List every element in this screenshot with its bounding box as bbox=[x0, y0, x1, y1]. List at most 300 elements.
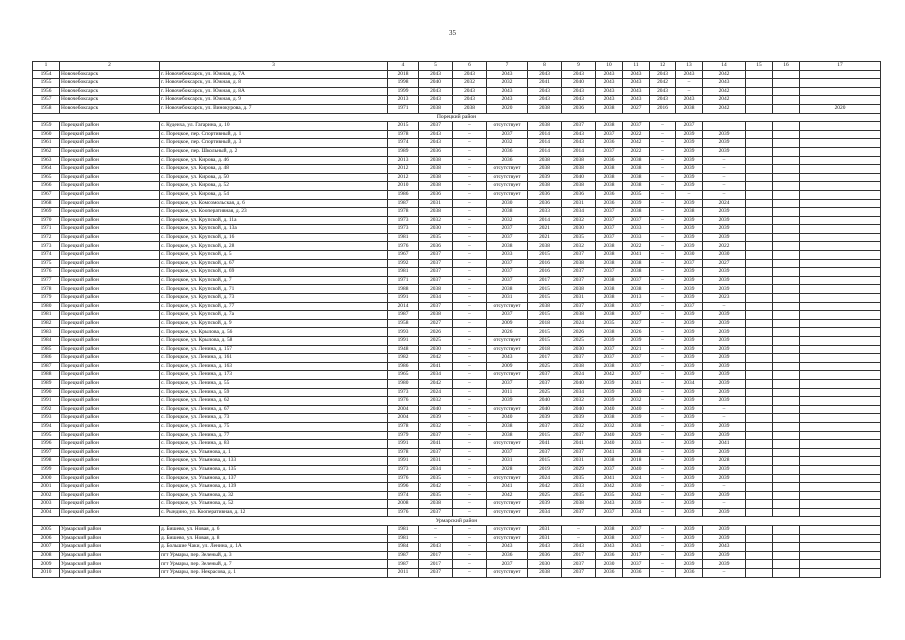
table-cell bbox=[746, 560, 773, 569]
table-cell: Порецкий район bbox=[60, 354, 160, 363]
table-cell: 2039 bbox=[676, 534, 703, 543]
table-cell bbox=[773, 465, 800, 474]
table-cell: – bbox=[453, 147, 487, 156]
table-cell: 2040 bbox=[562, 79, 596, 88]
table-cell: 2015 bbox=[528, 431, 562, 440]
table-cell bbox=[746, 165, 773, 174]
table-cell: 2037 bbox=[419, 259, 453, 268]
table-cell: 2039 bbox=[676, 242, 703, 251]
table-cell: 1984 bbox=[33, 337, 60, 346]
table-cell bbox=[800, 251, 881, 260]
table-cell: 2039 bbox=[703, 534, 746, 543]
table-cell bbox=[746, 414, 773, 423]
table-cell: 2038 bbox=[419, 182, 453, 191]
table-cell: 2043 bbox=[703, 543, 746, 552]
table-cell: 2036 bbox=[623, 569, 650, 578]
table-row bbox=[33, 233, 881, 242]
table-cell bbox=[800, 483, 881, 492]
table-row bbox=[33, 208, 881, 217]
table-cell: 2039 bbox=[676, 337, 703, 346]
table-header-row bbox=[33, 62, 881, 71]
table-cell: – bbox=[453, 508, 487, 517]
table-cell: 2038 bbox=[528, 182, 562, 191]
table-cell: 2037 bbox=[419, 431, 453, 440]
table-cell: 2034 bbox=[623, 508, 650, 517]
table-row bbox=[33, 405, 881, 414]
table-cell bbox=[800, 397, 881, 406]
table-cell: – bbox=[453, 526, 487, 535]
table-row bbox=[33, 225, 881, 234]
table-cell: 2026 bbox=[562, 328, 596, 337]
table-cell bbox=[746, 379, 773, 388]
table-cell bbox=[773, 156, 800, 165]
table-cell bbox=[773, 87, 800, 96]
table-cell bbox=[746, 139, 773, 148]
table-cell: 2039 bbox=[703, 388, 746, 397]
table-cell: с. Кудеиха, ул. Гагарина, д. 10 bbox=[160, 122, 388, 131]
table-cell: Урмарский район bbox=[60, 560, 160, 569]
table-cell: 2038 bbox=[528, 104, 562, 113]
table-cell bbox=[800, 440, 881, 449]
table-cell: Порецкий район bbox=[60, 414, 160, 423]
table-cell: с. Порецкое, ул. Крупской, д. 28 bbox=[160, 242, 388, 251]
table-cell: 1995 bbox=[33, 431, 60, 440]
table-row bbox=[33, 139, 881, 148]
table-cell: – bbox=[453, 251, 487, 260]
table-cell: д. Большие Чаки, ул. Ленина, д. 1А bbox=[160, 543, 388, 552]
table-cell: 2008 bbox=[33, 551, 60, 560]
table-row bbox=[33, 337, 881, 346]
table-cell: 2038 bbox=[528, 569, 562, 578]
table-cell: 2039 bbox=[676, 457, 703, 466]
table-cell: 2040 bbox=[562, 379, 596, 388]
table-cell bbox=[773, 371, 800, 380]
table-cell: 2039 bbox=[596, 397, 623, 406]
table-row bbox=[33, 379, 881, 388]
table-cell: – bbox=[453, 414, 487, 423]
table-cell: 2038 bbox=[419, 173, 453, 182]
table-cell: Порецкий район bbox=[60, 319, 160, 328]
table-cell: 1998 bbox=[388, 79, 419, 88]
table-cell: 2038 bbox=[596, 311, 623, 320]
table-cell: 2032 bbox=[562, 422, 596, 431]
table-cell: 2043 bbox=[487, 70, 528, 79]
table-cell: 2037 bbox=[623, 371, 650, 380]
table-cell: 2043 bbox=[528, 96, 562, 105]
table-cell bbox=[773, 431, 800, 440]
table-cell: – bbox=[650, 285, 676, 294]
table-cell: – bbox=[650, 508, 676, 517]
table-cell: 2034 bbox=[562, 208, 596, 217]
table-cell: 2030 bbox=[676, 251, 703, 260]
table-cell: 2039 bbox=[676, 268, 703, 277]
table-cell: Порецкий район bbox=[60, 345, 160, 354]
table-cell: 2039 bbox=[676, 448, 703, 457]
district-name: Урмарский район bbox=[33, 517, 881, 526]
table-cell: 2032 bbox=[562, 216, 596, 225]
table-cell bbox=[800, 96, 881, 105]
table-cell: – bbox=[650, 457, 676, 466]
table-cell bbox=[773, 354, 800, 363]
table-cell: 2017 bbox=[419, 551, 453, 560]
table-cell: 2038 bbox=[596, 362, 623, 371]
table-cell: 2025 bbox=[562, 337, 596, 346]
table-cell: – bbox=[419, 534, 453, 543]
table-cell: – bbox=[453, 457, 487, 466]
table-cell: с. Порецкое, ул. Ульянова, д. 139 bbox=[160, 483, 388, 492]
table-cell: – bbox=[650, 422, 676, 431]
table-cell: 2005 bbox=[33, 526, 60, 535]
table-cell bbox=[746, 354, 773, 363]
table-cell: 2035 bbox=[562, 233, 596, 242]
table-cell: 2038 bbox=[562, 165, 596, 174]
table-cell: – bbox=[453, 130, 487, 139]
table-cell: 1982 bbox=[33, 319, 60, 328]
table-cell: Урмарский район bbox=[60, 551, 160, 560]
table-cell: 2038 bbox=[596, 276, 623, 285]
table-cell: 2039 bbox=[676, 199, 703, 208]
table-cell: 2042 bbox=[419, 354, 453, 363]
table-cell: отсутствует bbox=[487, 500, 528, 509]
table-cell: 2037 bbox=[562, 122, 596, 131]
table-cell: – bbox=[453, 242, 487, 251]
table-cell: 1997 bbox=[33, 448, 60, 457]
table-cell: 2031 bbox=[487, 457, 528, 466]
table-cell: – bbox=[453, 199, 487, 208]
table-cell: 2004 bbox=[388, 405, 419, 414]
table-cell: с. Порецкое, ул. Ульянова, д. 135 bbox=[160, 465, 388, 474]
table-cell: с. Порецкое, ул. Крупской, д. 71 bbox=[160, 285, 388, 294]
table-cell: 2037 bbox=[562, 448, 596, 457]
table-cell: 2037 bbox=[562, 268, 596, 277]
table-cell bbox=[746, 319, 773, 328]
table-cell: 2039 bbox=[676, 173, 703, 182]
table-cell: – bbox=[676, 79, 703, 88]
table-cell: 2039 bbox=[676, 397, 703, 406]
table-cell: 1975 bbox=[33, 259, 60, 268]
table-cell bbox=[773, 96, 800, 105]
table-cell: 2036 bbox=[419, 242, 453, 251]
table-cell: 2000 bbox=[33, 474, 60, 483]
table-cell bbox=[773, 216, 800, 225]
table-cell: 2038 bbox=[419, 156, 453, 165]
table-cell: – bbox=[650, 500, 676, 509]
table-cell: 2043 bbox=[596, 96, 623, 105]
table-cell bbox=[746, 208, 773, 217]
table-cell bbox=[773, 379, 800, 388]
table-cell bbox=[746, 543, 773, 552]
table-cell: 2034 bbox=[528, 508, 562, 517]
table-cell: 2033 bbox=[487, 251, 528, 260]
table-cell: Порецкий район bbox=[60, 508, 160, 517]
table-cell: Порецкий район bbox=[60, 173, 160, 182]
table-cell: 1984 bbox=[388, 543, 419, 552]
table-cell: 1979 bbox=[33, 294, 60, 303]
table-cell: 2037 bbox=[487, 379, 528, 388]
table-row bbox=[33, 302, 881, 311]
table-cell: 2043 bbox=[487, 96, 528, 105]
table-cell: 1976 bbox=[388, 508, 419, 517]
table-cell bbox=[746, 233, 773, 242]
table-cell: – bbox=[453, 259, 487, 268]
table-cell bbox=[800, 551, 881, 560]
table-row bbox=[33, 285, 881, 294]
table-cell: – bbox=[650, 431, 676, 440]
table-cell: 2037 bbox=[562, 276, 596, 285]
table-cell: 2037 bbox=[623, 276, 650, 285]
table-cell: 2017 bbox=[562, 551, 596, 560]
table-cell: 2038 bbox=[419, 104, 453, 113]
table-cell bbox=[800, 311, 881, 320]
table-cell: 2027 bbox=[623, 104, 650, 113]
table-cell: – bbox=[453, 543, 487, 552]
table-row bbox=[33, 165, 881, 174]
table-cell: 2032 bbox=[419, 216, 453, 225]
table-cell: 2039 bbox=[703, 233, 746, 242]
table-cell: 2039 bbox=[676, 345, 703, 354]
table-cell bbox=[746, 199, 773, 208]
table-cell: 2025 bbox=[528, 362, 562, 371]
table-row bbox=[33, 122, 881, 131]
table-cell: Порецкий район bbox=[60, 379, 160, 388]
table-cell: 1994 bbox=[33, 422, 60, 431]
table-cell: 2037 bbox=[623, 216, 650, 225]
table-cell: 1987 bbox=[388, 311, 419, 320]
table-cell: Урмарский район bbox=[60, 526, 160, 535]
table-cell: с. Порецкое, ул. Крупской, д. 5 bbox=[160, 251, 388, 260]
table-cell: отсутствует bbox=[487, 190, 528, 199]
table-cell bbox=[746, 225, 773, 234]
table-row bbox=[33, 526, 881, 535]
table-cell: 2037 bbox=[419, 276, 453, 285]
table-cell bbox=[746, 251, 773, 260]
table-cell: 2039 bbox=[528, 173, 562, 182]
table-cell: 2039 bbox=[703, 431, 746, 440]
table-cell: – bbox=[453, 465, 487, 474]
table-cell: Порецкий район bbox=[60, 208, 160, 217]
table-cell bbox=[746, 500, 773, 509]
table-cell: 2038 bbox=[528, 302, 562, 311]
table-cell: 2039 bbox=[703, 130, 746, 139]
column-number: 5 bbox=[419, 62, 453, 71]
table-cell: 2040 bbox=[596, 405, 623, 414]
table-cell: 2037 bbox=[623, 560, 650, 569]
table-cell: – bbox=[453, 225, 487, 234]
table-cell: – bbox=[453, 337, 487, 346]
table-cell: 2035 bbox=[562, 474, 596, 483]
table-cell: Порецкий район bbox=[60, 122, 160, 131]
table-cell: Порецкий район bbox=[60, 431, 160, 440]
table-cell: – bbox=[650, 371, 676, 380]
table-cell: с. Порецкое, ул. Комсомольская, д. 6 bbox=[160, 199, 388, 208]
table-cell: 2014 bbox=[388, 302, 419, 311]
table-cell: Порецкий район bbox=[60, 491, 160, 500]
table-cell bbox=[746, 173, 773, 182]
table-cell bbox=[800, 534, 881, 543]
table-cell: 2033 bbox=[623, 225, 650, 234]
table-cell: 2039 bbox=[676, 388, 703, 397]
table-cell: 2043 bbox=[562, 87, 596, 96]
table-cell: 2036 bbox=[596, 199, 623, 208]
table-cell: 2019 bbox=[528, 465, 562, 474]
table-cell bbox=[773, 422, 800, 431]
table-cell bbox=[746, 345, 773, 354]
table-row bbox=[33, 216, 881, 225]
table-cell: 2038 bbox=[596, 526, 623, 535]
table-cell bbox=[746, 87, 773, 96]
table-cell: 1988 bbox=[388, 285, 419, 294]
table-cell: 2021 bbox=[623, 345, 650, 354]
table-cell: 2043 bbox=[562, 543, 596, 552]
table-cell: 2036 bbox=[528, 551, 562, 560]
table-cell: 1991 bbox=[33, 397, 60, 406]
table-cell: 2043 bbox=[596, 543, 623, 552]
table-cell: – bbox=[650, 216, 676, 225]
table-cell: 2038 bbox=[623, 182, 650, 191]
table-cell: 1973 bbox=[388, 465, 419, 474]
table-cell: 2043 bbox=[562, 139, 596, 148]
table-cell: Порецкий район bbox=[60, 457, 160, 466]
table-cell: с. Порецкое, ул. Ульянова, д. 1 bbox=[160, 448, 388, 457]
table-cell: 2033 bbox=[528, 208, 562, 217]
table-cell: 1976 bbox=[388, 242, 419, 251]
table-cell: 2039 bbox=[419, 414, 453, 423]
table-cell: 2022 bbox=[703, 242, 746, 251]
table-cell: 2039 bbox=[528, 500, 562, 509]
table-cell: 1957 bbox=[33, 96, 60, 105]
table-cell: 2039 bbox=[703, 319, 746, 328]
table-cell: – bbox=[650, 560, 676, 569]
table-cell: 2043 bbox=[703, 79, 746, 88]
table-row bbox=[33, 156, 881, 165]
table-cell: 2012 bbox=[388, 173, 419, 182]
table-cell bbox=[746, 371, 773, 380]
table-cell: 2039 bbox=[703, 328, 746, 337]
table-cell: 2039 bbox=[703, 362, 746, 371]
table-cell: – bbox=[453, 165, 487, 174]
table-cell: 2039 bbox=[676, 560, 703, 569]
table-cell: 2039 bbox=[676, 551, 703, 560]
table-cell bbox=[800, 560, 881, 569]
table-cell: 1959 bbox=[33, 122, 60, 131]
column-number: 13 bbox=[676, 62, 703, 71]
table-cell bbox=[773, 233, 800, 242]
table-cell: 2039 bbox=[703, 285, 746, 294]
table-cell bbox=[773, 225, 800, 234]
table-cell: 2038 bbox=[596, 259, 623, 268]
table-cell: 2006 bbox=[33, 534, 60, 543]
table-cell: 2030 bbox=[528, 560, 562, 569]
table-cell: Порецкий район bbox=[60, 474, 160, 483]
table-cell: – bbox=[650, 551, 676, 560]
table-cell: 2032 bbox=[596, 422, 623, 431]
table-cell: Урмарский район bbox=[60, 534, 160, 543]
table-cell bbox=[773, 122, 800, 131]
table-cell: 2038 bbox=[528, 122, 562, 131]
table-cell: – bbox=[650, 354, 676, 363]
table-cell bbox=[800, 233, 881, 242]
table-cell: 2043 bbox=[623, 70, 650, 79]
table-cell: – bbox=[650, 337, 676, 346]
table-cell: 2004 bbox=[33, 508, 60, 517]
table-cell: – bbox=[562, 526, 596, 535]
table-cell: Новочебоксарск bbox=[60, 104, 160, 113]
table-cell: 2039 bbox=[703, 225, 746, 234]
table-cell bbox=[773, 139, 800, 148]
table-cell: с. Порецкое, ул. Крупской, д. 69 bbox=[160, 268, 388, 277]
table-cell: Урмарский район bbox=[60, 569, 160, 578]
table-cell: 1971 bbox=[388, 104, 419, 113]
table-cell: 2039 bbox=[676, 508, 703, 517]
table-cell: Порецкий район bbox=[60, 422, 160, 431]
table-cell: 2037 bbox=[623, 122, 650, 131]
table-cell: 2002 bbox=[33, 491, 60, 500]
table-cell: 2024 bbox=[623, 474, 650, 483]
table-cell: 2020 bbox=[800, 104, 881, 113]
table-cell: 2040 bbox=[623, 405, 650, 414]
table-cell: 2038 bbox=[419, 165, 453, 174]
table-cell: – bbox=[453, 302, 487, 311]
table-cell: отсутствует bbox=[487, 508, 528, 517]
table-cell: с. Порецкое, ул. Крупской, д. 11а bbox=[160, 216, 388, 225]
table-cell: Порецкий район bbox=[60, 225, 160, 234]
table-cell: 2037 bbox=[562, 431, 596, 440]
table-cell: – bbox=[453, 208, 487, 217]
table-cell: 2038 bbox=[453, 104, 487, 113]
table-cell: 2021 bbox=[528, 233, 562, 242]
table-cell bbox=[746, 569, 773, 578]
table-cell: 2032 bbox=[487, 139, 528, 148]
table-cell: отсутствует bbox=[487, 405, 528, 414]
table-cell: 1978 bbox=[388, 208, 419, 217]
table-cell: 1982 bbox=[388, 354, 419, 363]
table-cell: 2014 bbox=[528, 139, 562, 148]
table-cell: 2018 bbox=[528, 319, 562, 328]
table-cell: 2016 bbox=[650, 104, 676, 113]
table-cell: 2039 bbox=[703, 491, 746, 500]
table-cell: 2038 bbox=[528, 165, 562, 174]
table-cell bbox=[800, 379, 881, 388]
table-cell: Порецкий район bbox=[60, 156, 160, 165]
table-cell: 2038 bbox=[419, 311, 453, 320]
table-cell: пгт Урмары, пер. Зеленый, д. 7 bbox=[160, 560, 388, 569]
table-cell: 1974 bbox=[388, 139, 419, 148]
table-cell: 2038 bbox=[528, 156, 562, 165]
table-cell: 2025 bbox=[528, 491, 562, 500]
table-row bbox=[33, 371, 881, 380]
table-cell bbox=[773, 448, 800, 457]
table-cell: 2037 bbox=[487, 233, 528, 242]
table-cell: Порецкий район bbox=[60, 276, 160, 285]
table-cell bbox=[800, 70, 881, 79]
table-cell: 2039 bbox=[676, 147, 703, 156]
housing-table bbox=[32, 61, 880, 578]
table-cell: 2034 bbox=[676, 379, 703, 388]
table-cell bbox=[800, 294, 881, 303]
district-name: Порецкий район bbox=[33, 113, 881, 122]
table-cell bbox=[800, 405, 881, 414]
table-cell: – bbox=[650, 483, 676, 492]
table-cell: 1981 bbox=[388, 233, 419, 242]
table-cell bbox=[800, 543, 881, 552]
table-cell: 2042 bbox=[650, 79, 676, 88]
column-number: 16 bbox=[773, 62, 800, 71]
table-cell: 2039 bbox=[562, 414, 596, 423]
table-row bbox=[33, 465, 881, 474]
table-row bbox=[33, 147, 881, 156]
table-cell: 2042 bbox=[623, 139, 650, 148]
table-cell: – bbox=[453, 354, 487, 363]
